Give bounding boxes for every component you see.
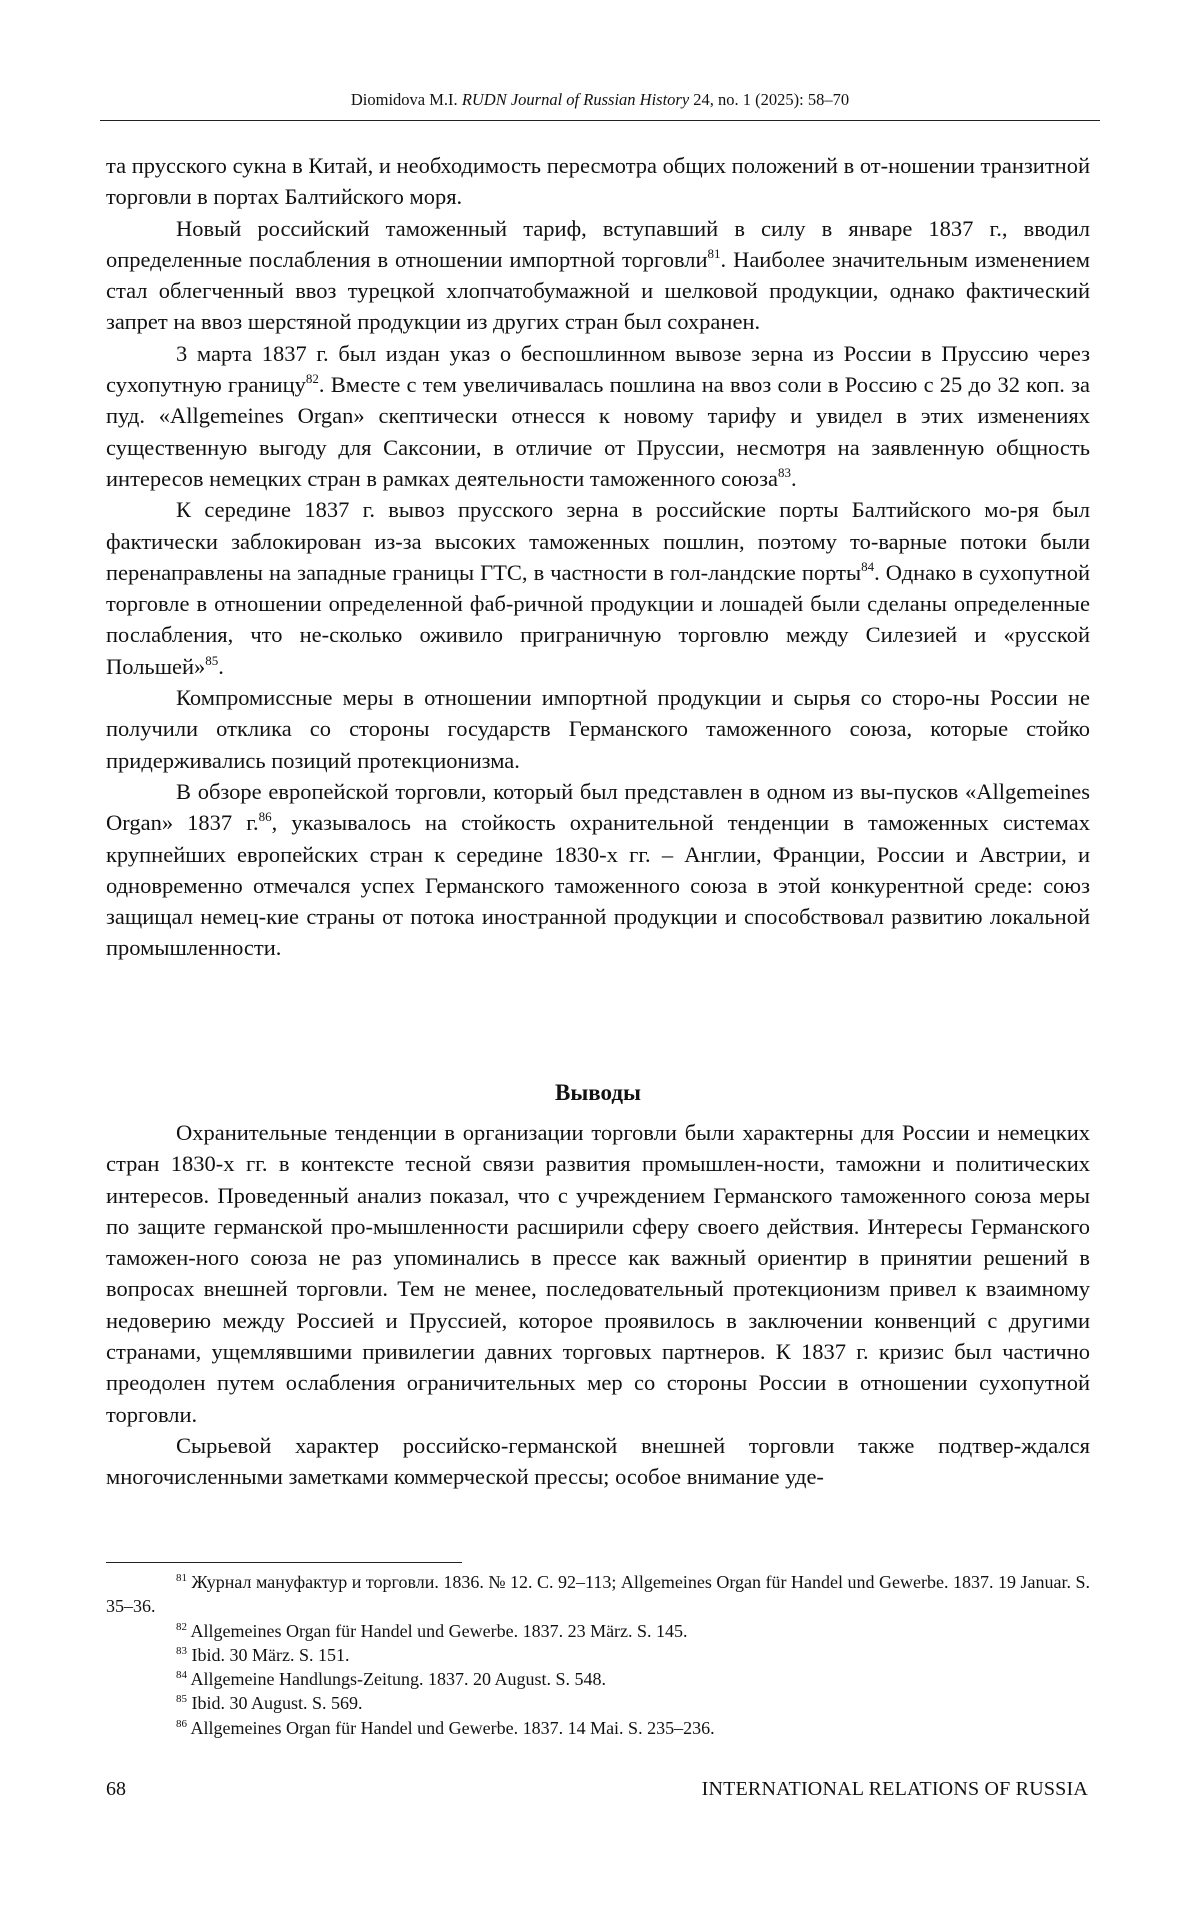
- footnote-rule: [106, 1562, 462, 1563]
- paragraph: 3 марта 1837 г. был издан указ о беспошлинном вывозе зерна из России в Пруссию через сухопутную границу$^{82}$. Вместе с тем увеличивалась пошлина на ввоз соли в Россию с 25 до 32 коп. за пуд. «Allgemeines Organ» скептически отнесся к новому тарифу и увидел в этих изменениях существенную выгоду для Саксонии, в отличие от Пруссии, несмотря на заявленную общность интересов немецких стран в рамках деятельности таможенного союза$^{83}$.: [106, 340, 1090, 491]
- footnote: $^{86}$ Allgemeines Organ für Handel und Gewerbe. 1837. 14 Mai. S. 235–236.: [176, 1717, 715, 1738]
- conclusion-text: [106, 1117, 1090, 1493]
- paragraph: К середине 1837 г. вывоз прусского зерна в российские порты Балтийского мо-ря был фактически заблокирован из-за высоких таможенных пошлин, поэтому то-варные потоки были перенаправлены на западные границы ГТС, в частности в гол-ландские порты$^{84}$. Однако в сухопутной торговле в отношении определенной фаб-ричной продукции и лошадей были сделаны определенные послабления, что не-сколько оживило приграничную торговлю между Силезией и «русской Польшей»$^{85}$.: [106, 497, 1090, 679]
- footnote-ref[interactable]: 86: [258, 809, 272, 825]
- header-rule: [100, 120, 1100, 121]
- running-header: [100, 90, 1100, 110]
- footnote-ref[interactable]: 81: [707, 245, 721, 261]
- page-number: 68: [106, 1778, 126, 1800]
- footnotes: [106, 1570, 1090, 1740]
- footnote: $^{82}$ Allgemeines Organ für Handel und Gewerbe. 1837. 23 März. S. 145.: [176, 1620, 688, 1641]
- paragraph: В обзоре европейской торговли, который был представлен в одном из вы-пусков «Allgemeines Organ» 1837 г.$^{86}$, указывалось на стойкость охранительной тенденции в таможенных системах крупнейших европейских стран к середине 1830-х гг. – Англии, Франции, России и Австрии, и одновременно отмечался успех Германского таможенного союза в этой конкурентной среде: союз защищал немец-кие страны от потока иностранной продукции и способствовал развитию локальной промышленности.: [106, 778, 1091, 961]
- footnote: $^{83}$ Ibid. 30 März. S. 151.: [176, 1644, 350, 1665]
- paragraph: та прусского сукна в Китай, и необходимость пересмотра общих положений в от-ношении транзитной торговли в портах Балтийского моря.: [106, 153, 1090, 210]
- footnote-ref[interactable]: 85: [205, 652, 219, 668]
- footnote-ref[interactable]: 84: [861, 558, 875, 574]
- header-author: Diomidova M.I.: [350, 90, 462, 109]
- section-title: Выводы: [555, 1080, 641, 1105]
- paragraph: Охранительные тенденции в организации торговли были характерны для России и немецких стран 1830-х гг. в контексте тесной связи развития промышлен-ности, таможни и политических интересов. Проведенный анализ показал, что с учреждением Германского таможенного союза меры по защите германской про-мышленности расширили сферу своего действия. Интересы Германского таможен-ного союза не раз упоминались в прессе как важный ориентир в принятии решений в вопросах внешней торговли. Тем не менее, последовательный протекционизм привел к взаимному недоверию между Россией и Пруссией, которое проявилось в заключении конвенций с другими странами, ущемлявшими привилегии давних торговых партнеров. К 1837 г. кризис был частично преодолен путем ослабления ограничительных мер со стороны России в отношении сухопутной торговли.: [106, 1120, 1090, 1427]
- header-journal: RUDN Journal of Russian History: [461, 90, 690, 109]
- body-text: [106, 150, 1090, 964]
- header-issue: 24, no. 1 (2025): 58–70: [689, 90, 850, 109]
- footnote-ref[interactable]: 83: [777, 464, 791, 480]
- running-footer-title: INTERNATIONAL RELATIONS OF RUSSIA: [701, 1778, 1088, 1800]
- footnote-ref[interactable]: 82: [305, 371, 319, 387]
- paragraph: Компромиссные меры в отношении импортной продукции и сырья со сторо-ны России не получили отклика со стороны государств Германского таможенного союза, которые стойко придерживались позиций протекционизма.: [106, 685, 1090, 773]
- footnote: $^{84}$ Allgemeine Handlungs-Zeitung. 1837. 20 August. S. 548.: [176, 1669, 606, 1690]
- footnote: $^{85}$ Ibid. 30 August. S. 569.: [176, 1693, 363, 1714]
- paragraph: Новый российский таможенный тариф, вступавший в силу в январе 1837 г., вводил определенные послабления в отношении импортной торговли$^{81}$. Наиболее значительным изменением стал облегченный ввоз турецкой хлопчатобумажной и шелковой продукции, однако фактический запрет на ввоз шерстяной продукции из других стран был сохранен.: [106, 215, 1091, 335]
- footnote: $^{81}$ Журнал мануфактур и торговли. 1836. № 12. С. 92–113; Allgemeines Organ für Handel und Gewerbe. 1837. 19 Januar. S. 35–36.: [106, 1572, 1090, 1617]
- paragraph: Сырьевой характер российско-германской внешней торговли также подтвер-ждался многочисленными заметками коммерческой прессы; особое внимание уде-: [106, 1432, 1090, 1490]
